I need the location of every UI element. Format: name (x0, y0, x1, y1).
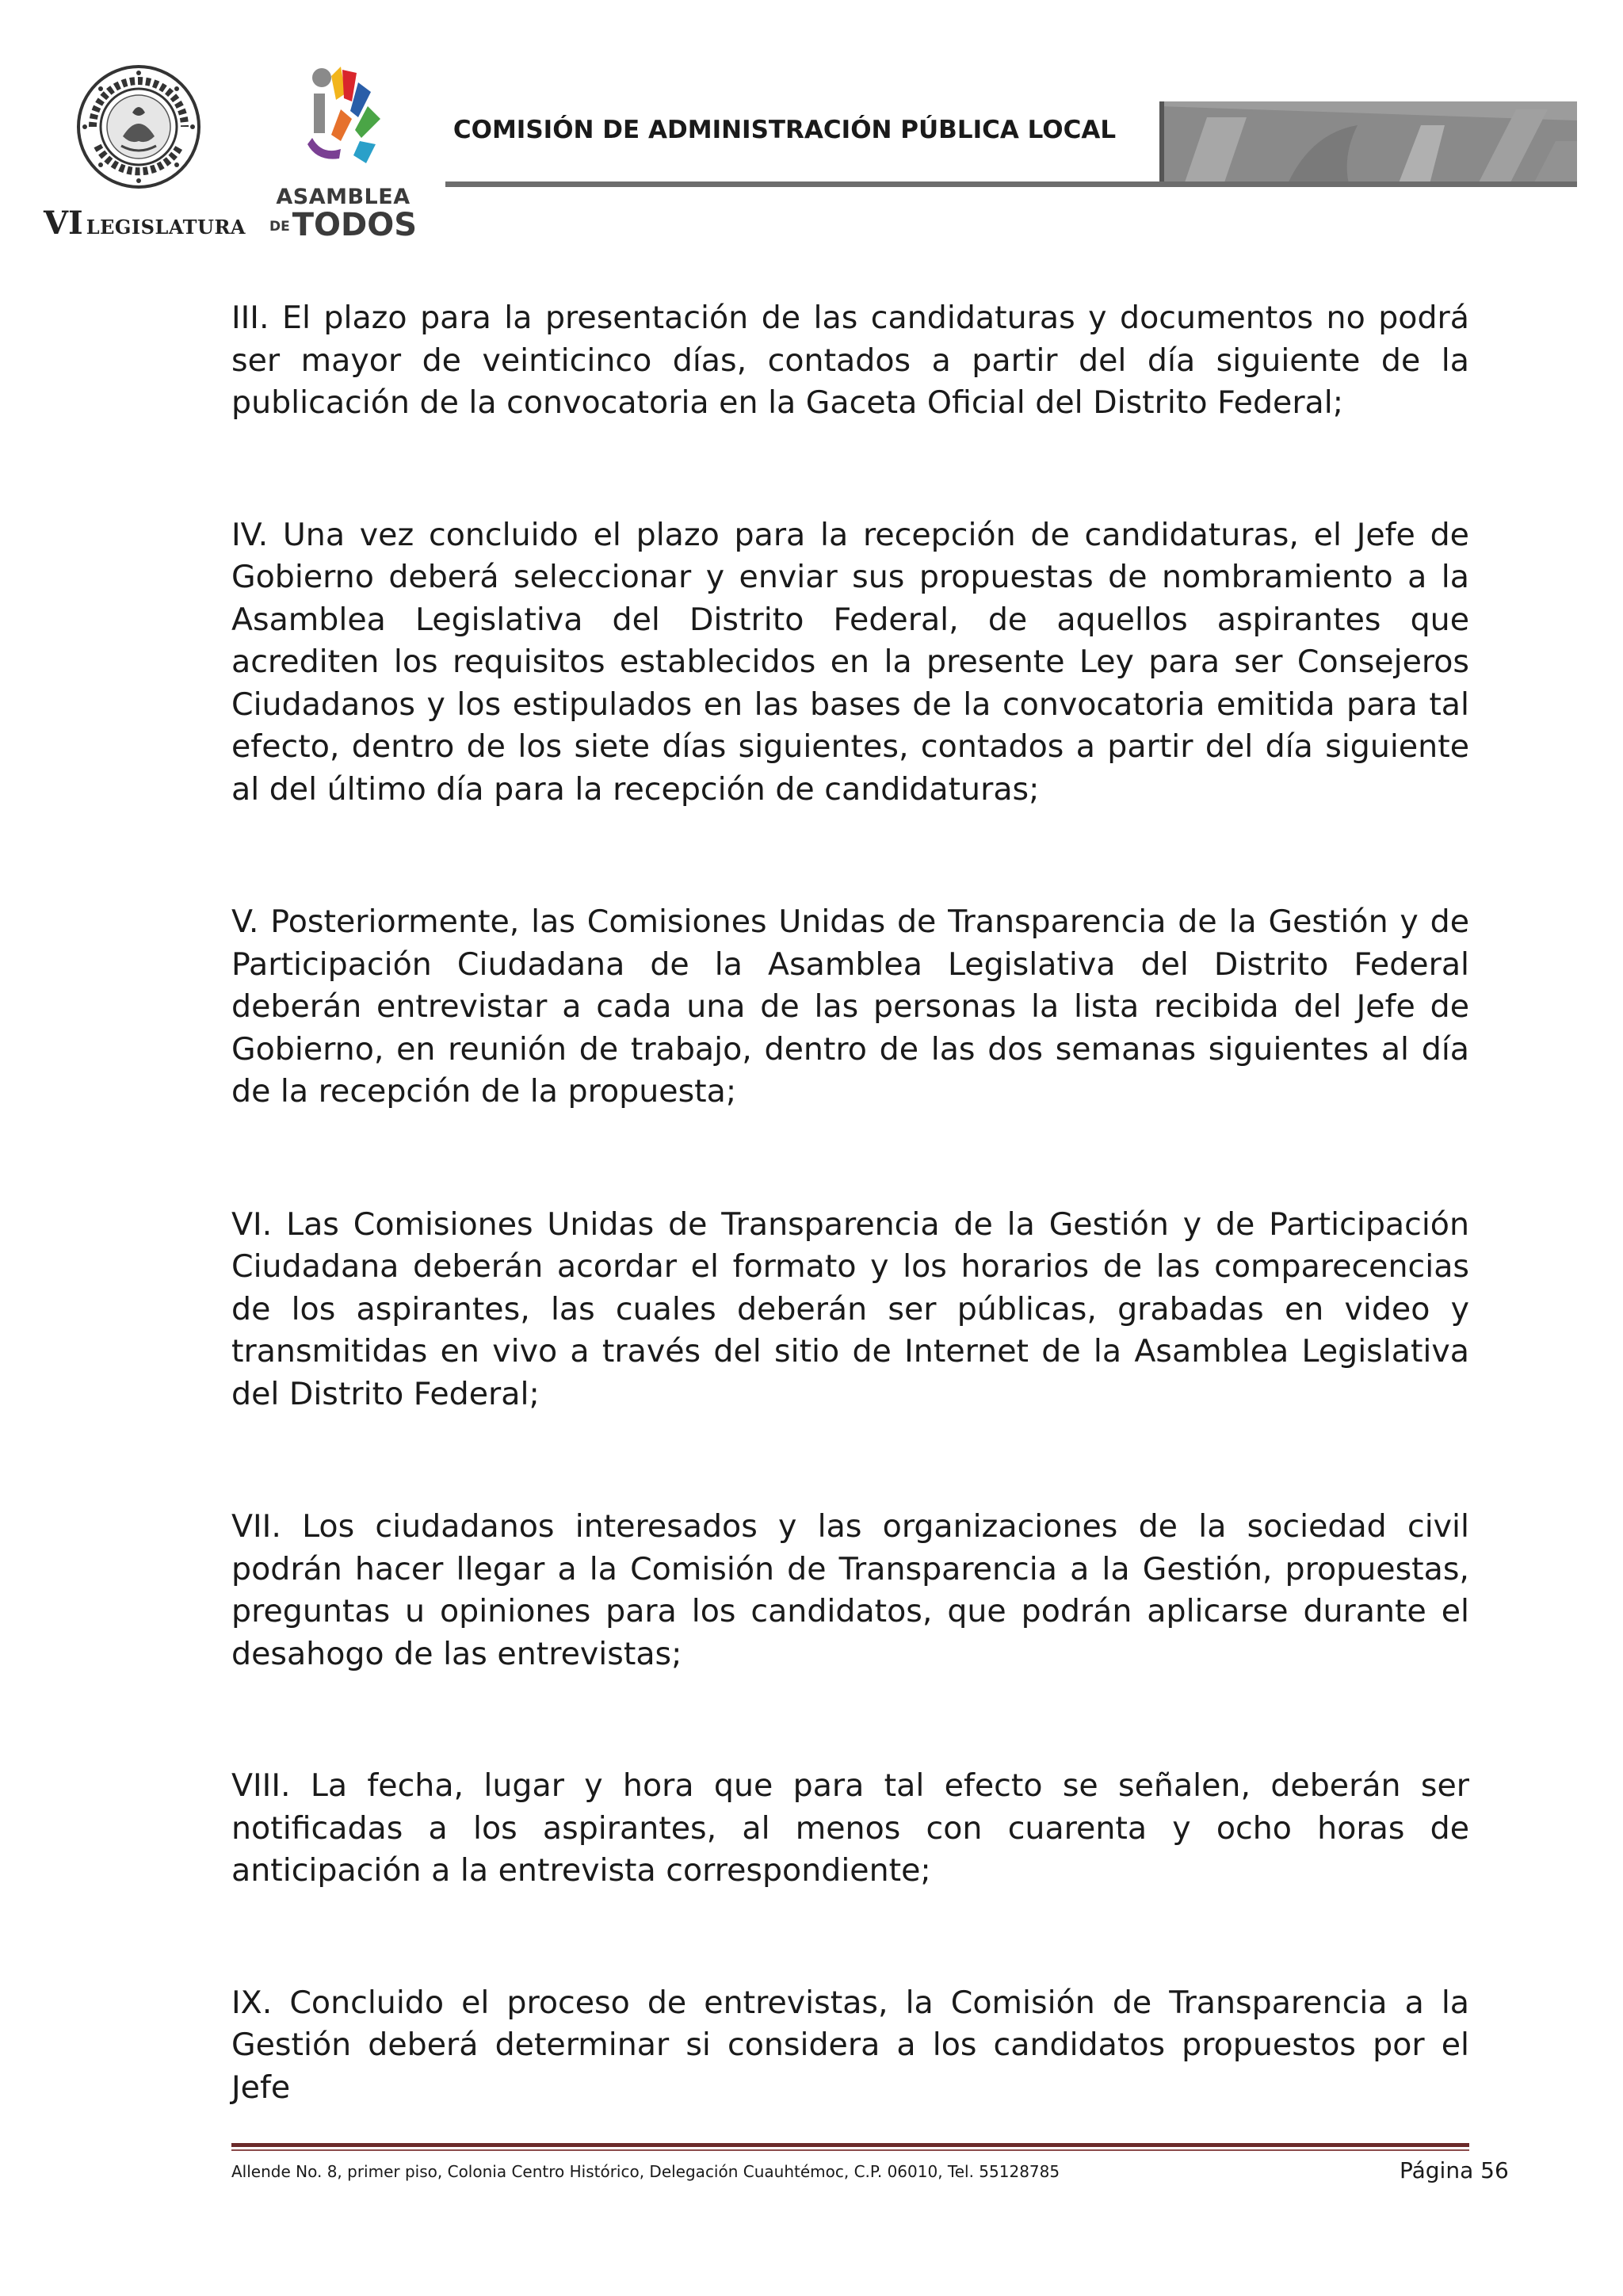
assembly-seal-icon (75, 63, 202, 190)
paragraph-viii: VIII. La fecha, lugar y hora que para tal efecto se señalen, deberán ser notificadas a los aspirantes, al menos con cuarenta y ocho horas de anticipación a la entrevista correspondiente; (231, 1767, 1469, 1889)
legislatura-word: LEGISLATURA (86, 216, 246, 239)
paragraph-vii: VII. Los ciudadanos interesados y las organizaciones de la sociedad civil podrán hacer llegar a la Comisión de Transparencia a la Gestión, propuestas, preguntas u opiniones para los candidatos, que podrán aplicarse durante el desahogo de las entrevistas; (231, 1508, 1469, 1672)
logo-line-1: ASAMBLEA (276, 185, 411, 209)
legislatura-label (44, 204, 246, 242)
legislatura-roman: VI (44, 204, 83, 242)
asamblea-de-todos-logo-icon (293, 62, 388, 181)
paragraph-vi: VI. Las Comisiones Unidas de Transparencia de la Gestión y de Participación Ciudadana deberán acordar el formato y los horarios de las comparecencias de los aspirantes, las cuales deberán ser públicas, grabadas en video y transmitidas en vivo a través del sitio de Internet de la Asamblea Legislativa del Distrito Federal; (231, 1205, 1469, 1412)
footer-address: Allende No. 8, primer piso, Colonia Centro Histórico, Delegación Cuauhtémoc, C.P. 06010, Tel. 55128785 (231, 2162, 1060, 2181)
footer-divider (231, 2143, 1469, 2147)
logo-line-2 (260, 209, 426, 241)
paragraph-iv: IV. Una vez concluido el plazo para la recepción de candidaturas, el Jefe de Gobierno deberá seleccionar y enviar sus propuestas de nombramiento a la Asamblea Legislativa del Distrito Federal, de aquellos aspirantes que acrediten los requisitos establecidos en la presente Ley para ser Consejeros Ciudadanos y los estipulados en las bases de la convocatoria emitida para tal efecto, dentro de los siete días siguientes, contados a partir del día siguiente al del último día para la recepción de candidaturas; (231, 516, 1469, 808)
page-header (0, 0, 1623, 254)
commission-title: COMISIÓN DE ADMINISTRACIÓN PÚBLICA LOCAL (453, 116, 1117, 144)
logo-line-2-prefix: DE (269, 218, 290, 235)
paragraph-v: V. Posteriormente, las Comisiones Unidas de Transparencia de la Gestión y de Participación Ciudadana de la Asamblea Legislativa del Distrito Federal deberán entrevistar a cada una de las personas la lista recibida del Jefe de Gobierno, en reunión de trabajo, dentro de las dos semanas siguientes al día de la recepción de la propuesta; (231, 904, 1469, 1110)
asamblea-de-todos-wordmark (260, 186, 426, 241)
header-divider (445, 181, 1577, 187)
page-number: Página 56 (1400, 2157, 1509, 2183)
document-body (231, 297, 1469, 2109)
logo-line-2-main: TODOS (292, 207, 418, 243)
header-decoration (1159, 101, 1577, 187)
paragraph-ix: IX. Concluido el proceso de entrevistas, la Comisión de Transparencia a la Gestión deberá determinar si considera a los candidatos propuestos por el Jefe (231, 1984, 1469, 2106)
paragraph-iii: III. El plazo para la presentación de las candidaturas y documentos no podrá ser mayor de veinticinco días, contados a partir del día siguiente de la publicación de la convocatoria en la Gaceta Oficial del Distrito Federal; (231, 300, 1469, 421)
footer-divider-thin (231, 2149, 1469, 2151)
